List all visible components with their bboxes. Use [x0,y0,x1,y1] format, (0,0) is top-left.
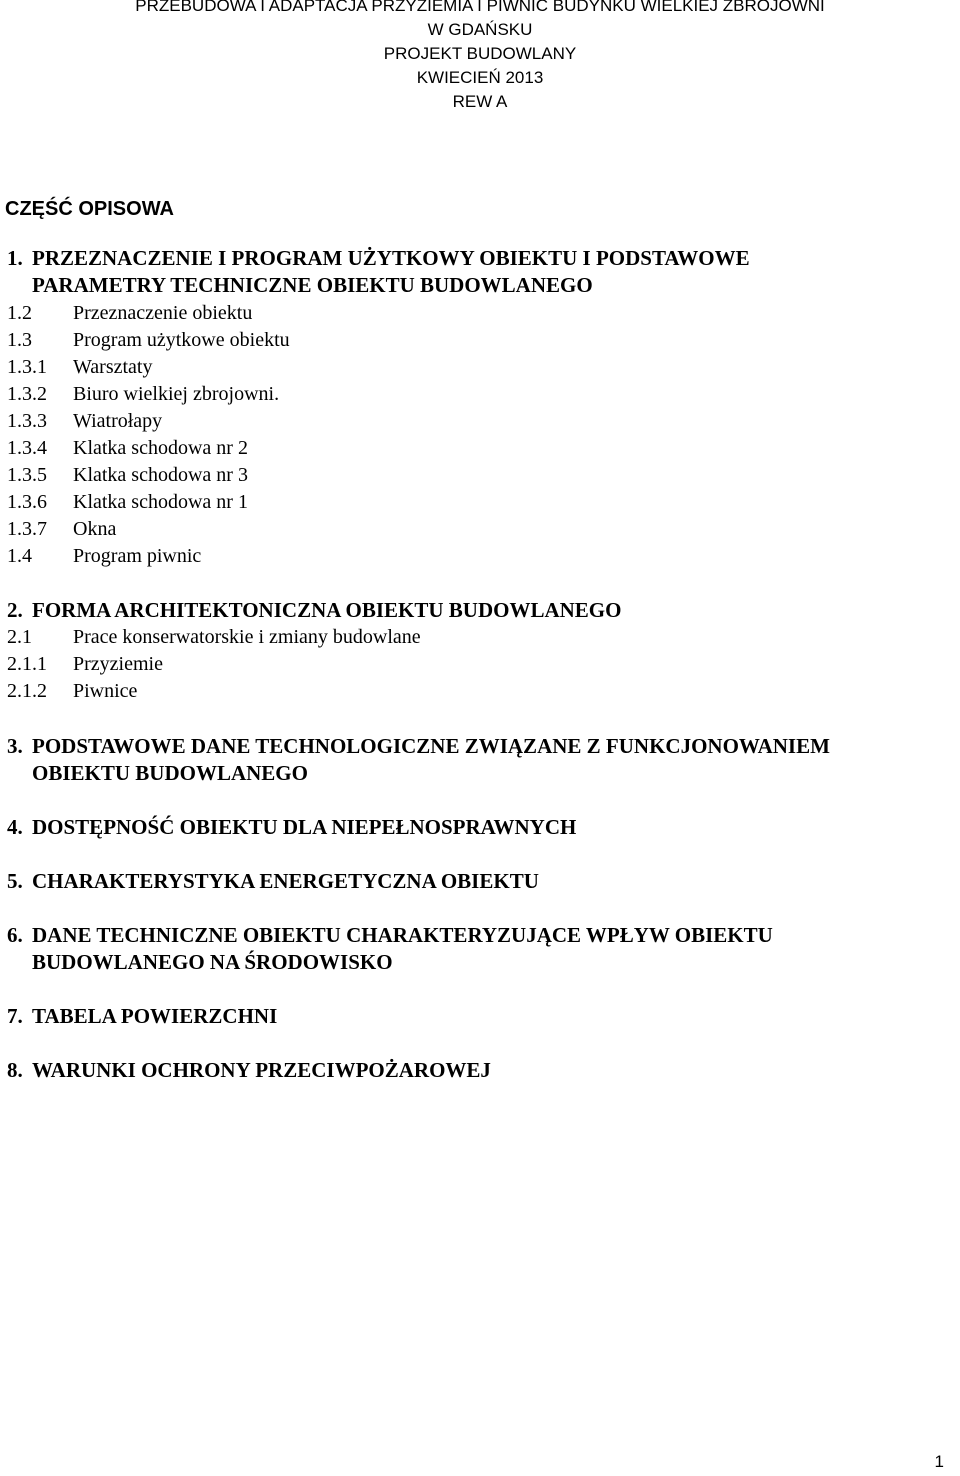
toc-item-number: 1.2 [7,302,32,324]
header-line-location: W GDAŃSKU [427,20,533,39]
toc-section-number: 8. [7,1058,23,1082]
toc-section-title: DOSTĘPNOŚĆ OBIEKTU DLA NIEPEŁNOSPRAWNYCH [32,815,577,839]
toc-section-number: 5. [7,869,23,893]
toc-item-number: 1.3.4 [7,437,47,459]
toc-item-title: Program piwnic [73,545,202,567]
toc-item-number: 1.4 [7,545,32,567]
header-line-project-type: PROJEKT BUDOWLANY [383,44,577,63]
toc-section-title-continued: BUDOWLANEGO NA ŚRODOWISKO [32,950,393,974]
toc-item-title: Biuro wielkiej zbrojowni. [73,383,280,405]
toc-item-title: Klatka schodowa nr 3 [73,464,248,486]
toc-section-number: 2. [7,598,23,622]
toc-section-number: 7. [7,1004,23,1028]
toc-item [7,624,421,651]
toc-item-title: Piwnice [73,680,138,702]
toc-item [7,327,290,354]
toc-section-6 [7,922,773,976]
toc-section-title-continued: PARAMETRY TECHNICZNE OBIEKTU BUDOWLANEGO [32,273,593,297]
toc-item-number: 2.1.1 [7,653,47,675]
toc-item [7,462,248,489]
toc-section-number: 3. [7,734,23,758]
toc-item-number: 1.3.2 [7,383,47,405]
toc-item-title: Wiatrołapy [73,410,163,432]
toc-item-title: Warsztaty [73,356,153,378]
toc-item [7,408,162,435]
toc-item [7,516,116,543]
toc-item-number: 1.3.1 [7,356,47,378]
toc-section-number: 4. [7,815,23,839]
toc-section-number: 1. [7,246,23,270]
toc-section-8 [7,1057,491,1084]
toc-item [7,435,248,462]
toc-item [7,354,152,381]
toc-item [7,678,137,705]
toc-item-title: Przeznaczenie obiektu [73,302,253,324]
toc-item-number: 2.1.2 [7,680,47,702]
toc-item [7,543,201,570]
toc-item [7,300,252,327]
toc-section-2 [7,597,621,624]
toc-item-number: 1.3.6 [7,491,47,513]
toc-section-number: 6. [7,923,23,947]
toc-item-title: Okna [73,518,117,540]
toc-item-number: 2.1 [7,626,32,648]
part-title: CZĘŚĆ OPISOWA [5,198,174,220]
toc-item-number: 1.3 [7,329,32,351]
toc-section-title-continued: OBIEKTU BUDOWLANEGO [32,761,308,785]
toc-section-7 [7,1003,277,1030]
page-header [0,0,960,114]
toc-section-title: PODSTAWOWE DANE TECHNOLOGICZNE ZWIĄZANE Z FUNKCJONOWANIEM [32,734,830,758]
toc-section-title: PRZEZNACZENIE I PROGRAM UŻYTKOWY OBIEKTU I PODSTAWOWE [32,246,750,270]
toc-section-title: FORMA ARCHITEKTONICZNA OBIEKTU BUDOWLANEGO [32,598,622,622]
toc-item-title: Klatka schodowa nr 1 [73,491,248,513]
page-number: 1 [934,1452,944,1471]
toc-item-number: 1.3.5 [7,464,47,486]
toc-item-number: 1.3.7 [7,518,47,540]
toc-section-title: CHARAKTERYSTYKA ENERGETYCZNA OBIEKTU [32,869,539,893]
toc-item-title: Program użytkowe obiektu [73,329,290,351]
toc-section-5 [7,868,539,895]
toc-item [7,489,248,516]
header-line-revision: REW A [452,92,508,111]
toc-section-4 [7,814,576,841]
toc-item [7,651,163,678]
toc-section-1 [7,245,750,299]
toc-item-title: Prace konserwatorskie i zmiany budowlane [73,626,421,648]
toc-item-number: 1.3.3 [7,410,47,432]
header-line-project-title: PRZEBUDOWA I ADAPTACJA PRZYZIEMIA I PIWNIC BUDYNKU WIELKIEJ ZBROJOWNI [135,0,825,15]
header-line-date: KWIECIEŃ 2013 [416,68,544,87]
toc-item-title: Klatka schodowa nr 2 [73,437,248,459]
toc-item-title: Przyziemie [73,653,163,675]
toc-section-title: DANE TECHNICZNE OBIEKTU CHARAKTERYZUJĄCE WPŁYW OBIEKTU [32,923,773,947]
toc-section-title: TABELA POWIERZCHNI [32,1004,278,1028]
toc-section-title: WARUNKI OCHRONY PRZECIWPOŻAROWEJ [32,1058,491,1082]
toc-section-3 [7,733,830,787]
toc-item [7,381,279,408]
